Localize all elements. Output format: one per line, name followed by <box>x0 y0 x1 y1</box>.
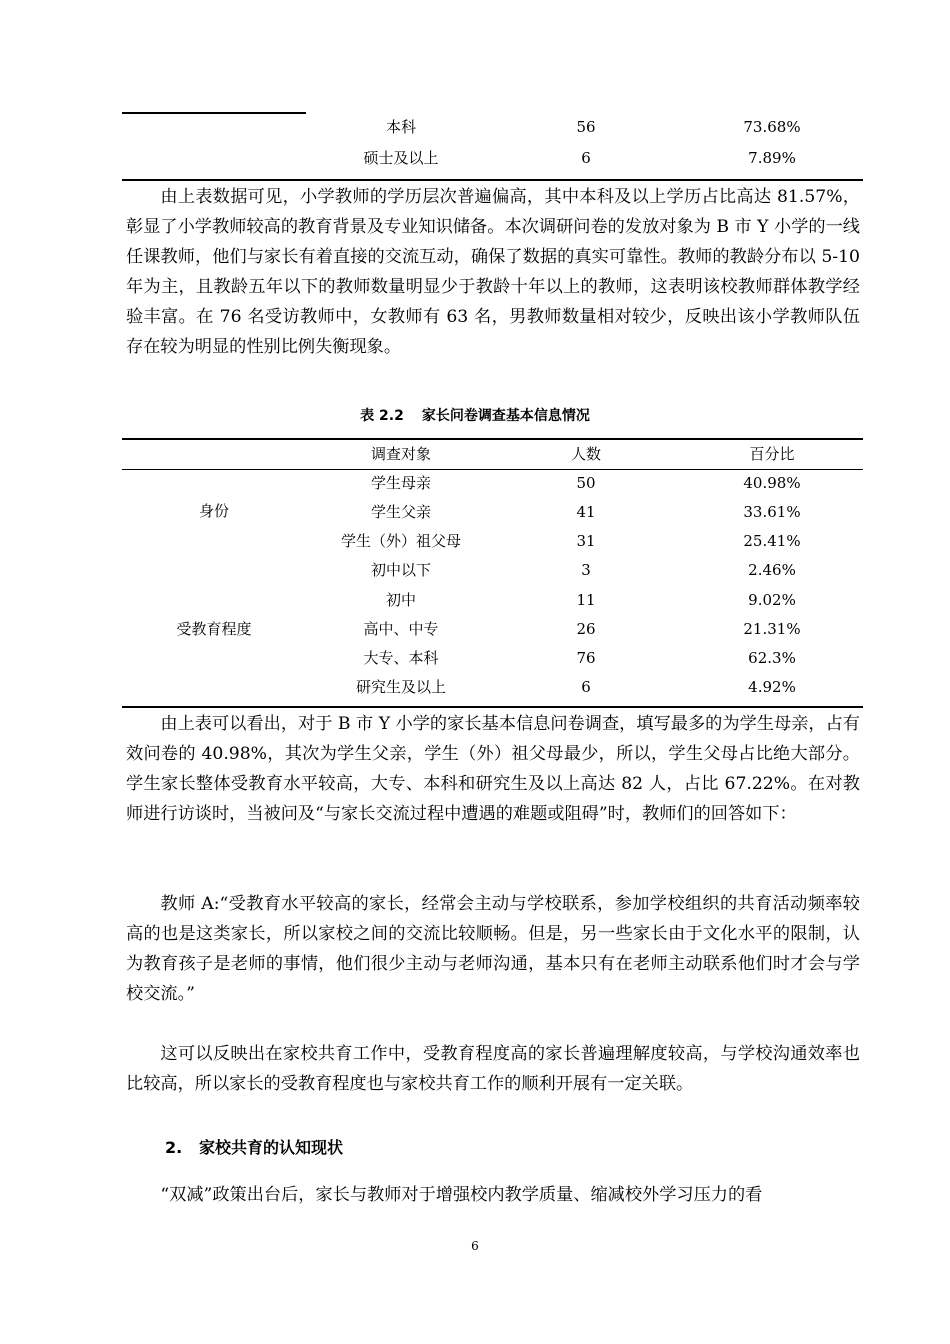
table-caption-title: 家长问卷调查基本信息情况 <box>421 408 590 424</box>
header-object: 调查对象 <box>370 445 431 463</box>
table-cell-count: 50 <box>576 474 596 492</box>
group-label-education: 受教育程度 <box>176 620 252 638</box>
table-cell-percent: 25.41% <box>743 532 801 550</box>
table-cell-percent: 33.61% <box>743 503 801 521</box>
table-cell-category: 本科 <box>385 118 416 136</box>
table-cell-category: 硕士及以上 <box>363 149 439 167</box>
table-cell-percent: 21.31% <box>743 620 801 638</box>
group-label-identity: 身份 <box>198 502 229 520</box>
table-cell-percent: 62.3% <box>748 649 796 667</box>
table-cell-percent: 9.02% <box>748 591 796 609</box>
table-cell-count: 56 <box>576 118 596 136</box>
table-header-row <box>122 440 863 469</box>
table-cell-percent: 7.89% <box>748 149 796 167</box>
section-title: 家校共育的认知现状 <box>199 1138 344 1157</box>
quote-paragraph: 教师 A:“受教育水平较高的家长，经常会主动与学校联系，参加学校组织的共育活动频率较高的也是这类家长，所以家校之间的交流比较顺畅。但是，另一些家长由于文化水平的限制，认为教育孩子是老师的事情，他们很少主动与老师沟通，基本只有在老师主动联系他们时才会与学校交流。” <box>126 894 860 1004</box>
table-row <box>122 469 863 498</box>
table-row <box>122 556 863 585</box>
table-cell-percent: 2.46% <box>748 561 796 579</box>
table-row <box>122 143 863 173</box>
table-cell-count: 6 <box>581 678 591 696</box>
table-bottom-rule <box>122 179 863 181</box>
table-cell-category: 学生母亲 <box>370 474 431 492</box>
table-row <box>122 673 863 702</box>
table-cell-count: 6 <box>581 149 591 167</box>
body-paragraph: 由上表数据可见，小学教师的学历层次普遍偏高，其中本科及以上学历占比高达 81.57%，彰显了小学教师较高的教育背景及专业知识储备。本次调研问卷的发放对象为 B 市 Y 小学的一线任课教师，他们与家长有着直接的交流互动，确保了数据的真实可靠性。教师的教龄分布以 5-10 年为主，且教龄五年以下的教师数量明显少于教龄十年以上的教师，这表明该校教师群体教学经验丰富。在 76 名受访教师中，女教师有 63 名，男教师数量相对较少，反映出该小学教师队伍存在较为明显的性别比例失衡现象。 <box>126 187 860 357</box>
table-row <box>122 498 863 527</box>
table-cell-percent: 73.68% <box>743 118 801 136</box>
body-paragraph: 由上表可以看出，对于 B 市 Y 小学的家长基本信息问卷调查，填写最多的为学生母亲，占有效问卷的 40.98%，其次为学生父亲，学生（外）祖父母最少，所以，学生父母占比绝大部分。学生家长整体受教育水平较高，大专、本科和研究生及以上高达 82 人，占比 67.22%。在对教师进行访谈时，当被问及“与家长交流过程中遭遇的难题或阻碍”时，教师们的回答如下： <box>126 714 860 824</box>
table-row <box>122 615 863 644</box>
header-percent: 百分比 <box>749 445 795 463</box>
table-cell-count: 26 <box>576 620 596 638</box>
header-count: 人数 <box>570 445 601 463</box>
section-heading <box>165 1136 343 1160</box>
table-row <box>122 527 863 556</box>
table-cell-count: 31 <box>576 532 596 550</box>
table-cell-category: 初中 <box>385 591 416 609</box>
table-cell-count: 11 <box>576 591 596 609</box>
table-caption <box>0 404 950 428</box>
table-row <box>122 586 863 615</box>
table-bottom-rule <box>122 706 863 708</box>
table-row <box>122 644 863 673</box>
table-cell-category: 初中以下 <box>370 561 431 579</box>
table-cell-category: 学生（外）祖父母 <box>340 532 461 550</box>
table-cell-percent: 40.98% <box>743 474 801 492</box>
table-cell-category: 学生父亲 <box>370 503 431 521</box>
table-row <box>122 112 863 142</box>
table-cell-count: 76 <box>576 649 596 667</box>
table-cell-count: 3 <box>581 561 591 579</box>
table-cell-category: 研究生及以上 <box>355 678 446 696</box>
table-cell-count: 41 <box>576 503 596 521</box>
table-caption-number: 表 2.2 <box>360 408 404 424</box>
table-cell-category: 高中、中专 <box>363 620 439 638</box>
table-cell-category: 大专、本科 <box>363 649 439 667</box>
body-paragraph: 这可以反映出在家校共育工作中，受教育程度高的家长普遍理解度较高，与学校沟通效率也比较高，所以家长的受教育程度也与家校共育工作的顺利开展有一定关联。 <box>126 1044 860 1094</box>
table-cell-percent: 4.92% <box>748 678 796 696</box>
page-number: 6 <box>471 1239 479 1253</box>
section-number: 2. <box>165 1138 183 1157</box>
body-paragraph: “双减”政策出台后，家长与教师对于增强校内教学质量、缩减校外学习压力的看 <box>160 1185 763 1205</box>
